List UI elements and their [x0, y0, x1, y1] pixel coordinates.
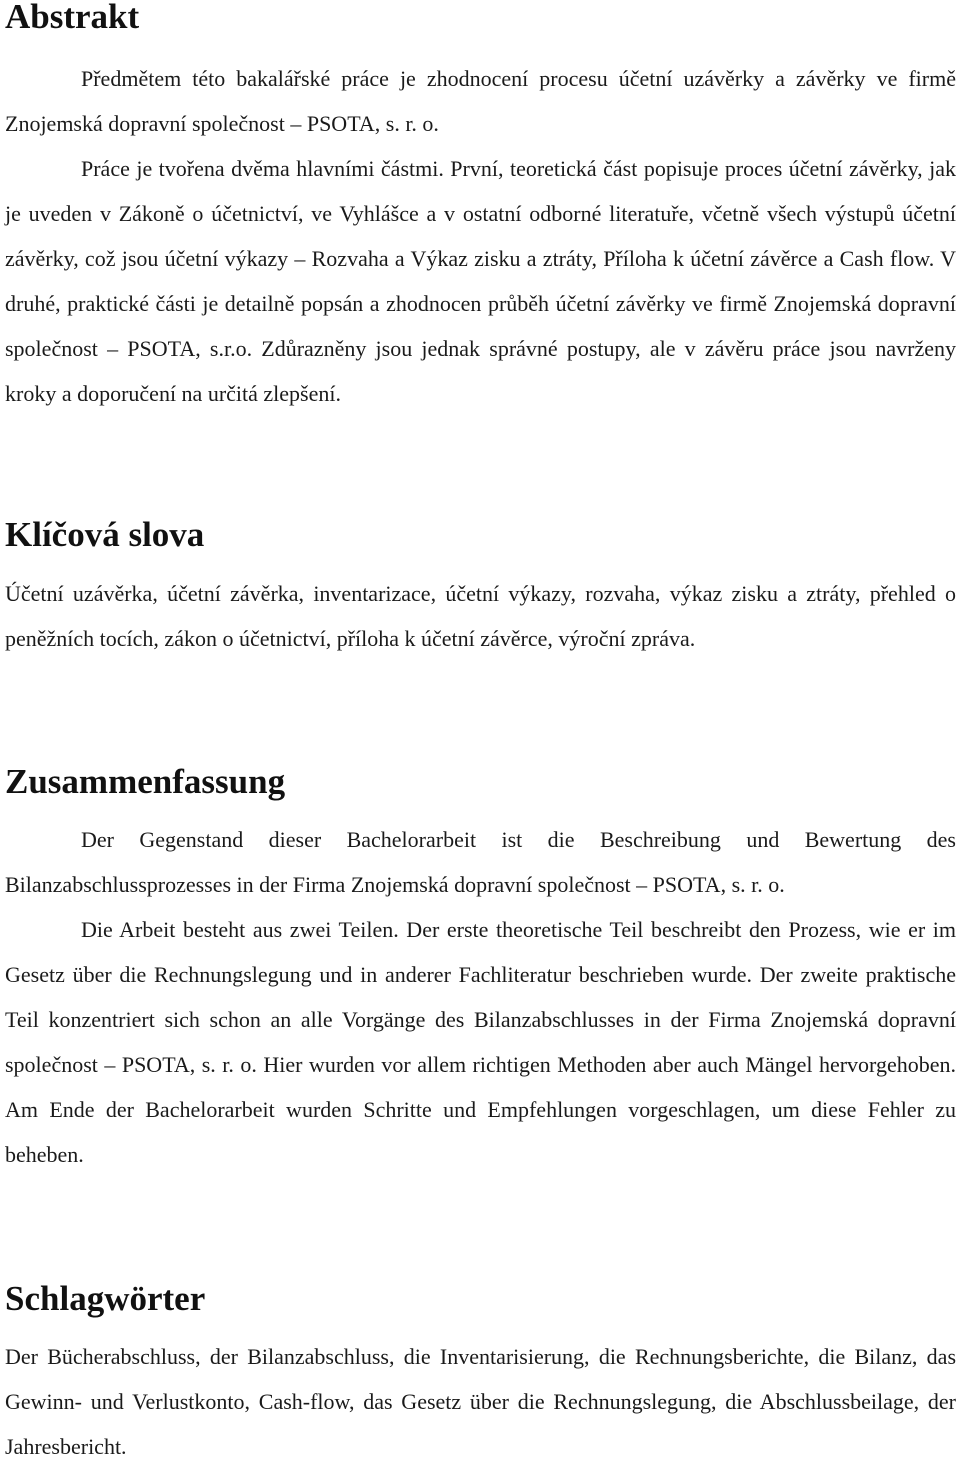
schlagworter-body — [5, 1334, 956, 1469]
abstrakt-paragraph-1: Předmětem této bakalářské práce je zhodnocení procesu účetní uzávěrky a závěrky ve firmě Znojemská dopravní společnost – PSOTA, s. r. o. — [5, 66, 956, 136]
abstrakt-body — [5, 56, 956, 416]
zusammenfassung-body — [5, 817, 956, 1177]
klicova-slova-heading: Klíčová slova — [5, 515, 205, 554]
abstrakt-paragraph-2: Práce je tvořena dvěma hlavními částmi. První, teoretická část popisuje proces účetní závěrky, jak je uveden v Zákoně o účetnictví, ve Vyhlášce a v ostatní odborné literatuře, včetně všech výstupů účetní závěrky, což jsou účetní výkazy – Rozvaha a Výkaz zisku a ztráty, Příloha k účetní závěrce a Cash flow. V druhé, praktické části je detailně popsán a zhodnocen průběh účetní závěrky ve firmě Znojemská dopravní společnost – PSOTA, s.r.o. Zdůrazněny jsou jednak správné postupy, ale v závěru práce jsou navrženy kroky a doporučení na určitá zlepšení. — [5, 156, 956, 406]
klicova-slova-text: Účetní uzávěrka, účetní závěrka, inventarizace, účetní výkazy, rozvaha, výkaz zisku a ztráty, přehled o peněžních tocích, zákon o účetnictví, příloha k účetní závěrce, výroční zpráva. — [5, 581, 956, 651]
schlagworter-heading: Schlagwörter — [5, 1279, 206, 1318]
zusammenfassung-paragraph-2: Die Arbeit besteht aus zwei Teilen. Der erste theoretische Teil beschreibt den Prozess, wie er im Gesetz über die Rechnungslegung und in anderer Fachliteratur beschrieben wurde. Der zweite praktische Teil konzentriert sich schon an alle Vorgänge des Bilanzabschlusses in der Firma Znojemská dopravní společnost – PSOTA, s. r. o. Hier wurden vor allem richtigen Methoden aber auch Mängel hervorgehoben. Am Ende der Bachelorarbeit wurden Schritte und Empfehlungen vorgeschlagen, um diese Fehler zu beheben. — [5, 917, 956, 1167]
schlagworter-text: Der Bücherabschluss, der Bilanzabschluss, die Inventarisierung, die Rechnungsberichte, die Bilanz, das Gewinn- und Verlustkonto, Cash-flow, das Gesetz über die Rechnungslegung, die Abschlussbeilage, der Jahresbericht. — [5, 1344, 956, 1459]
klicova-slova-body — [5, 571, 956, 661]
zusammenfassung-paragraph-1: Der Gegenstand dieser Bachelorarbeit ist die Beschreibung und Bewertung des Bilanzabschlussprozesses in der Firma Znojemská dopravní společnost – PSOTA, s. r. o. — [5, 827, 956, 897]
abstrakt-heading: Abstrakt — [5, 0, 140, 36]
zusammenfassung-heading: Zusammenfassung — [5, 762, 286, 801]
